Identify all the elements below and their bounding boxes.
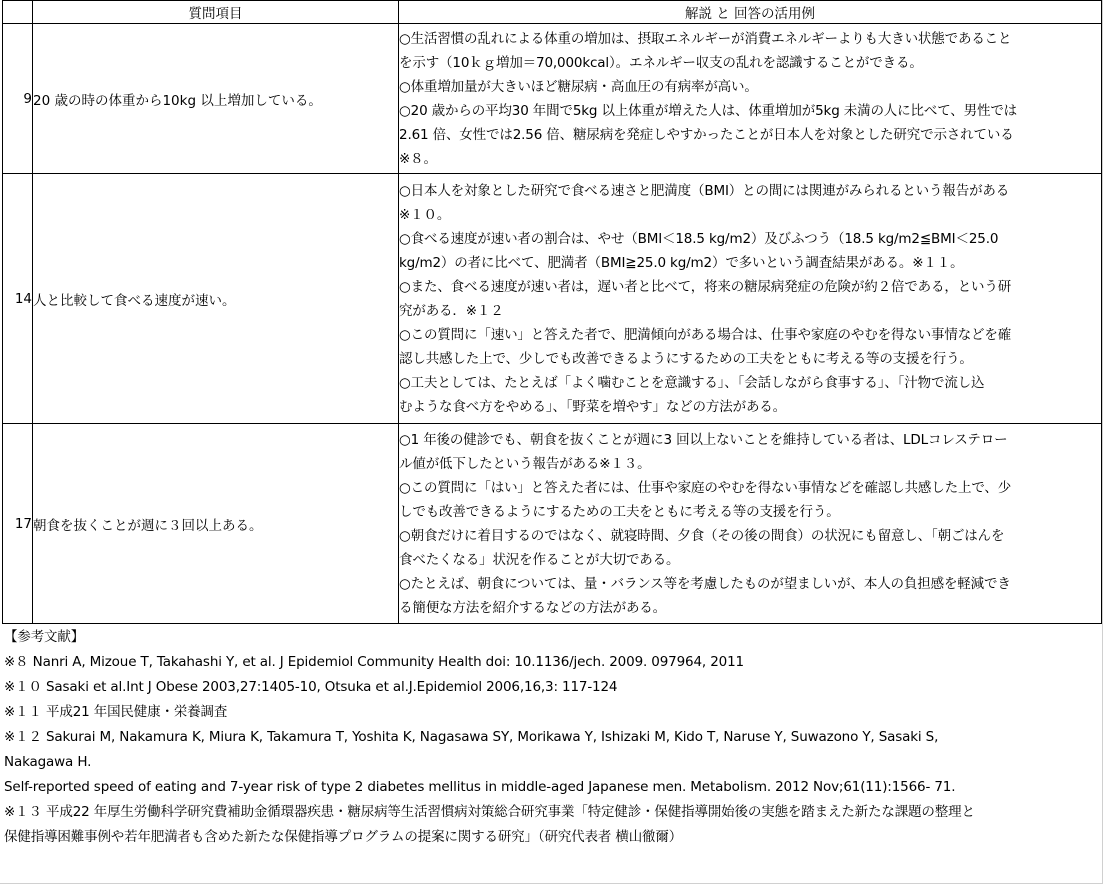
answer-line: ※８。 xyxy=(399,150,437,167)
answer-cell xyxy=(399,174,1102,424)
questionnaire-table xyxy=(2,0,1102,624)
answer-line: ○朝食だけに着目するのではなく、就寝時間、夕食（その後の間食）の状況にも留意し、「朝ごはんを xyxy=(399,527,1005,544)
answer-line: ○生活習慣の乱れによる体重の増加は、摂取エネルギーが消費エネルギーよりも大きい状態であること xyxy=(399,30,1012,47)
answer-cell xyxy=(399,24,1102,174)
reference-line: Self-reported speed of eating and 7-year risk of type 2 diabetes mellitus in middle-aged Japanese men. Metabolism. 2012 Nov;61(11):1566- 71. xyxy=(4,779,956,795)
table-row xyxy=(3,174,1102,424)
references-heading: 【参考文献】 xyxy=(4,629,85,645)
reference-line: ※８ Nanri A, Mizoue T, Takahashi Y, et al. J Epidemiol Community Health doi: 10.1136/jech. 2009. 097964, 2011 xyxy=(4,654,744,670)
table-row xyxy=(3,424,1102,624)
answer-line: ○たとえば、朝食については、量・バランス等を考慮したものが望ましいが、本人の負担感を軽減でき xyxy=(399,575,1011,592)
answer-line: kg/m2）の者に比べて、肥満者（BMI≧25.0 kg/m2）で多いという調査結果がある。※１１。 xyxy=(399,254,964,271)
question-text: 20 歳の時の体重から10kg 以上増加している。 xyxy=(33,24,399,174)
header-question-item: 質問項目 xyxy=(33,1,399,24)
table-row xyxy=(3,24,1102,174)
answer-line: ○また、食べる速度が速い者は，遅い者と比べて，将来の糖尿病発症の危険が約２倍である，という研 xyxy=(399,278,1012,295)
answer-line: ○1 年後の健診でも、朝食を抜くことが週に3 回以上ないことを維持している者は、LDLコレステロー xyxy=(399,431,1008,448)
reference-line: Nakagawa H. xyxy=(4,754,92,770)
references-section xyxy=(4,625,1101,850)
header-number-cell xyxy=(3,1,33,24)
table-header-row xyxy=(3,1,1102,24)
header-explanation: 解説 と 回答の活用例 xyxy=(399,1,1102,24)
reference-line: ※１３ 平成22 年厚生労働科学研究費補助金循環器疾患・糖尿病等生活習慣病対策総合研究事業「特定健診・保健指導開始後の実態を踏まえた新たな課題の整理と xyxy=(4,804,975,820)
answer-line: 食べたくなる」状況を作ることが大切である。 xyxy=(399,551,680,568)
answer-line: しでも改善できるようにするための工夫をともに考える等の支援を行う。 xyxy=(399,503,840,520)
answer-line: 認し共感した上で、少しでも改善できるようにするための工夫をともに考える等の支援を行う。 xyxy=(399,350,973,367)
answer-line: ○この質問に「はい」と答えた者には、仕事や家庭のやむを得ない事情などを確認し共感した上で、少 xyxy=(399,479,1012,496)
answer-line: 2.61 倍、女性では2.56 倍、糖尿病を発症しやすかったことが日本人を対象とした研究で示されている xyxy=(399,126,1014,143)
answer-cell xyxy=(399,424,1102,624)
reference-line: ※１１ 平成21 年国民健康・栄養調査 xyxy=(4,704,228,720)
row-number: 17 xyxy=(3,424,33,624)
answer-line: る簡便な方法を紹介するなどの方法がある。 xyxy=(399,599,666,616)
row-number: 9 xyxy=(3,24,33,174)
answer-line: ○日本人を対象とした研究で食べる速さと肥満度（BMI）との間には関連がみられるという報告がある xyxy=(399,182,1010,199)
row-number: 14 xyxy=(3,174,33,424)
answer-line: ○この質問に「速い」と答えた者で、肥満傾向がある場合は、仕事や家庭のやむを得ない事情などを確 xyxy=(399,326,1012,343)
question-text: 朝食を抜くことが週に３回以上ある。 xyxy=(33,424,399,624)
answer-line: ※１０。 xyxy=(399,206,451,223)
question-text: 人と比較して食べる速度が速い。 xyxy=(33,174,399,424)
answer-line: ○体重増加量が大きいほど糖尿病・高血圧の有病率が高い。 xyxy=(399,78,758,95)
answer-line: 究がある．※１２ xyxy=(399,302,504,319)
answer-line: むような食べ方をやめる」、「野菜を増やす」などの方法がある。 xyxy=(399,398,786,415)
reference-line: 保健指導困難事例や若年肥満者も含めた新たな保健指導プログラムの提案に関する研究」（研究代表者 横山徹爾） xyxy=(4,829,683,845)
answer-line: ○20 歳からの平均30 年間で5kg 以上体重が増えた人は、体重増加が5kg 未満の人に比べて、男性では xyxy=(399,102,1018,119)
answer-line: ○工夫としては、たとえば「よく噛むことを意識する」、「会話しながら食事する」、「汁物で流し込 xyxy=(399,374,985,391)
answer-line: ル値が低下したという報告がある※１３。 xyxy=(399,455,651,472)
reference-line: ※１０ Sasaki et al.Int J Obese 2003,27:1405-10, Otsuka et al.J.Epidemiol 2006,16,3: 117-124 xyxy=(4,679,618,695)
answer-line: を示す（10ｋｇ増加＝70,000kcal）。エネルギー収支の乱れを認識することができる。 xyxy=(399,54,923,71)
answer-line: ○食べる速度が速い者の割合は、やせ（BMI＜18.5 kg/m2）及びふつう（18.5 kg/m2≦BMI＜25.0 xyxy=(399,230,999,247)
reference-line: ※１２ Sakurai M, Nakamura K, Miura K, Takamura T, Yoshita K, Nagasawa SY, Morikawa Y, Ishizaki M, Kido T, Naruse Y, Suwazono Y, Sasaki S, xyxy=(4,729,939,745)
